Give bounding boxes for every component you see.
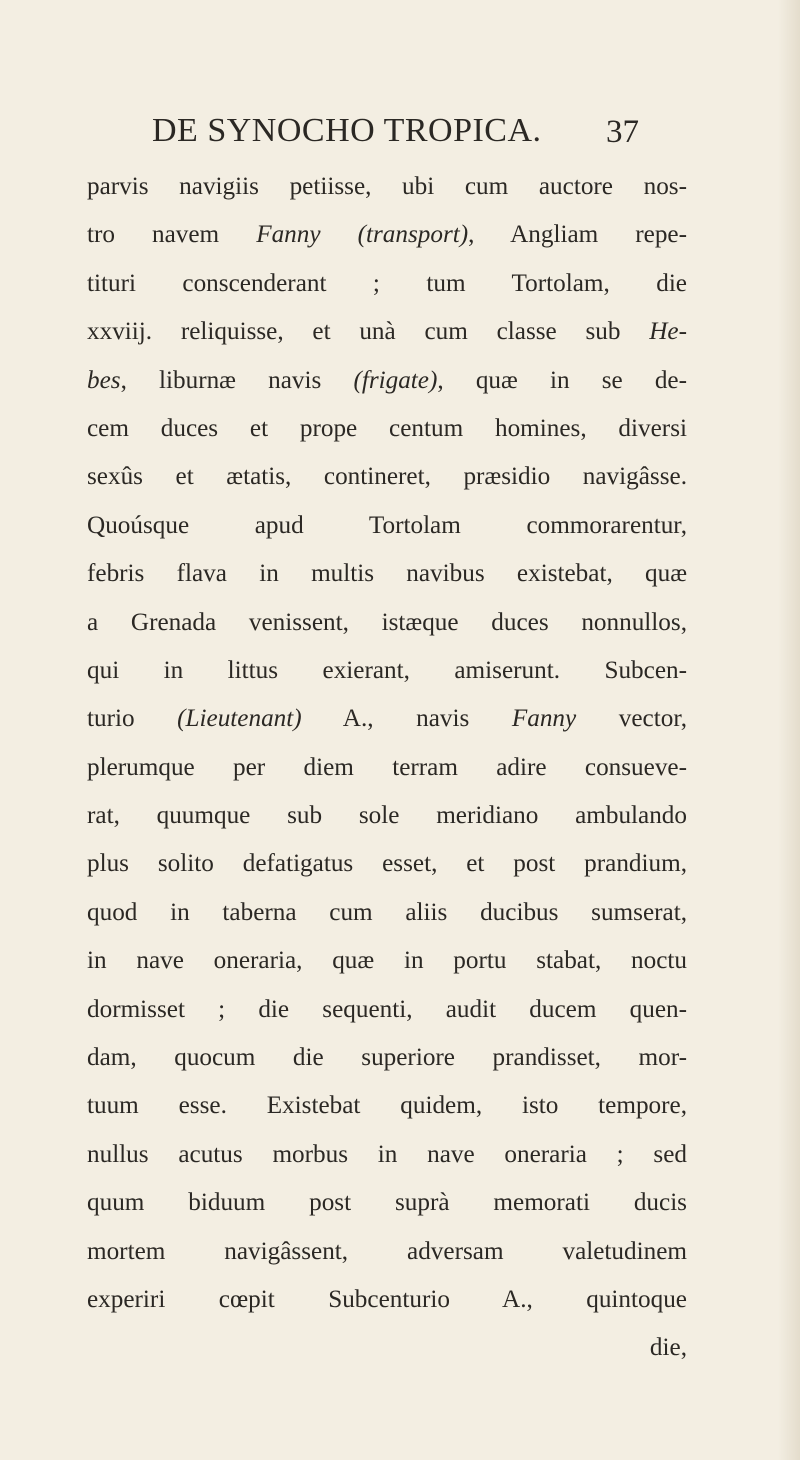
text-line-14: rat, quumque sub sole meridiano ambulando xyxy=(87,802,687,830)
catchword: die, xyxy=(649,1334,687,1362)
text-line-9: febris flava in multis navibus existebat, quæ xyxy=(87,560,687,588)
italic-gloss: (frigate) xyxy=(353,366,438,394)
text-line-21: nullus acutus morbus in nave oneraria ; sed xyxy=(87,1140,687,1168)
running-head: DE SYNOCHO TROPICA. xyxy=(152,112,542,149)
text-line-16: quod in taberna cum aliis ducibus sumserat, xyxy=(87,898,687,926)
text-line-1: parvis navigiis petiisse, ubi cum auctore nos- xyxy=(87,173,687,200)
text-line-20: tuum esse. Existebat quidem, isto tempore, xyxy=(87,1092,687,1120)
italic-ship-name: bes xyxy=(87,366,121,394)
italic-ship-name: He- xyxy=(649,318,687,346)
text-line-2: tro navem Fanny (transport), Angliam repe- xyxy=(87,221,688,249)
text-line-19: dam, quocum die superiore prandisset, mor- xyxy=(87,1044,687,1072)
text-line-7: sexûs et ætatis, contineret, præsidio navigâsse. xyxy=(87,463,687,491)
text-line-24: experiri cœpit Subcenturio A., quintoque xyxy=(87,1285,687,1313)
text-line-6: cem duces et prope centum homines, diversi xyxy=(87,414,687,442)
text-line-11: qui in littus exierant, amiserunt. Subcen- xyxy=(87,656,687,684)
text-line-22: quum biduum post suprà memorati ducis xyxy=(87,1189,687,1217)
text-line-17: in nave oneraria, quæ in portu stabat, noctu xyxy=(87,947,687,975)
text-line-8: Quoúsque apud Tortolam commorarentur, xyxy=(87,511,687,539)
text-line-10: a Grenada venissent, istæque duces nonnullos, xyxy=(87,608,687,636)
page-header xyxy=(152,112,662,162)
italic-gloss: (transport) xyxy=(357,221,469,249)
text-line-23: mortem navigâssent, adversam valetudinem xyxy=(87,1237,687,1265)
body-text xyxy=(87,163,687,1373)
text-line-18: dormisset ; die sequenti, audit ducem quen- xyxy=(87,995,687,1023)
text-line-15: plus solito defatigatus esset, et post prandium, xyxy=(87,850,687,878)
page-edge-shadow xyxy=(778,0,800,1460)
text-line-3: tituri conscenderant ; tum Tortolam, die xyxy=(87,269,687,297)
italic-ship-name: Fanny xyxy=(256,221,321,249)
text-line-12: turio (Lieutenant) A., navis Fanny vector, xyxy=(87,705,687,733)
italic-ship-name: Fanny xyxy=(511,705,577,733)
text-line-13: plerumque per diem terram adire consueve- xyxy=(87,753,687,781)
italic-gloss: (Lieutenant) xyxy=(177,705,302,733)
text-line-4: xxviij. reliquisse, et unà cum classe sub He- xyxy=(87,318,687,346)
page-number: 37 xyxy=(606,114,639,150)
text-line-5: bes, liburnæ navis (frigate), quæ in se de- xyxy=(87,366,687,394)
